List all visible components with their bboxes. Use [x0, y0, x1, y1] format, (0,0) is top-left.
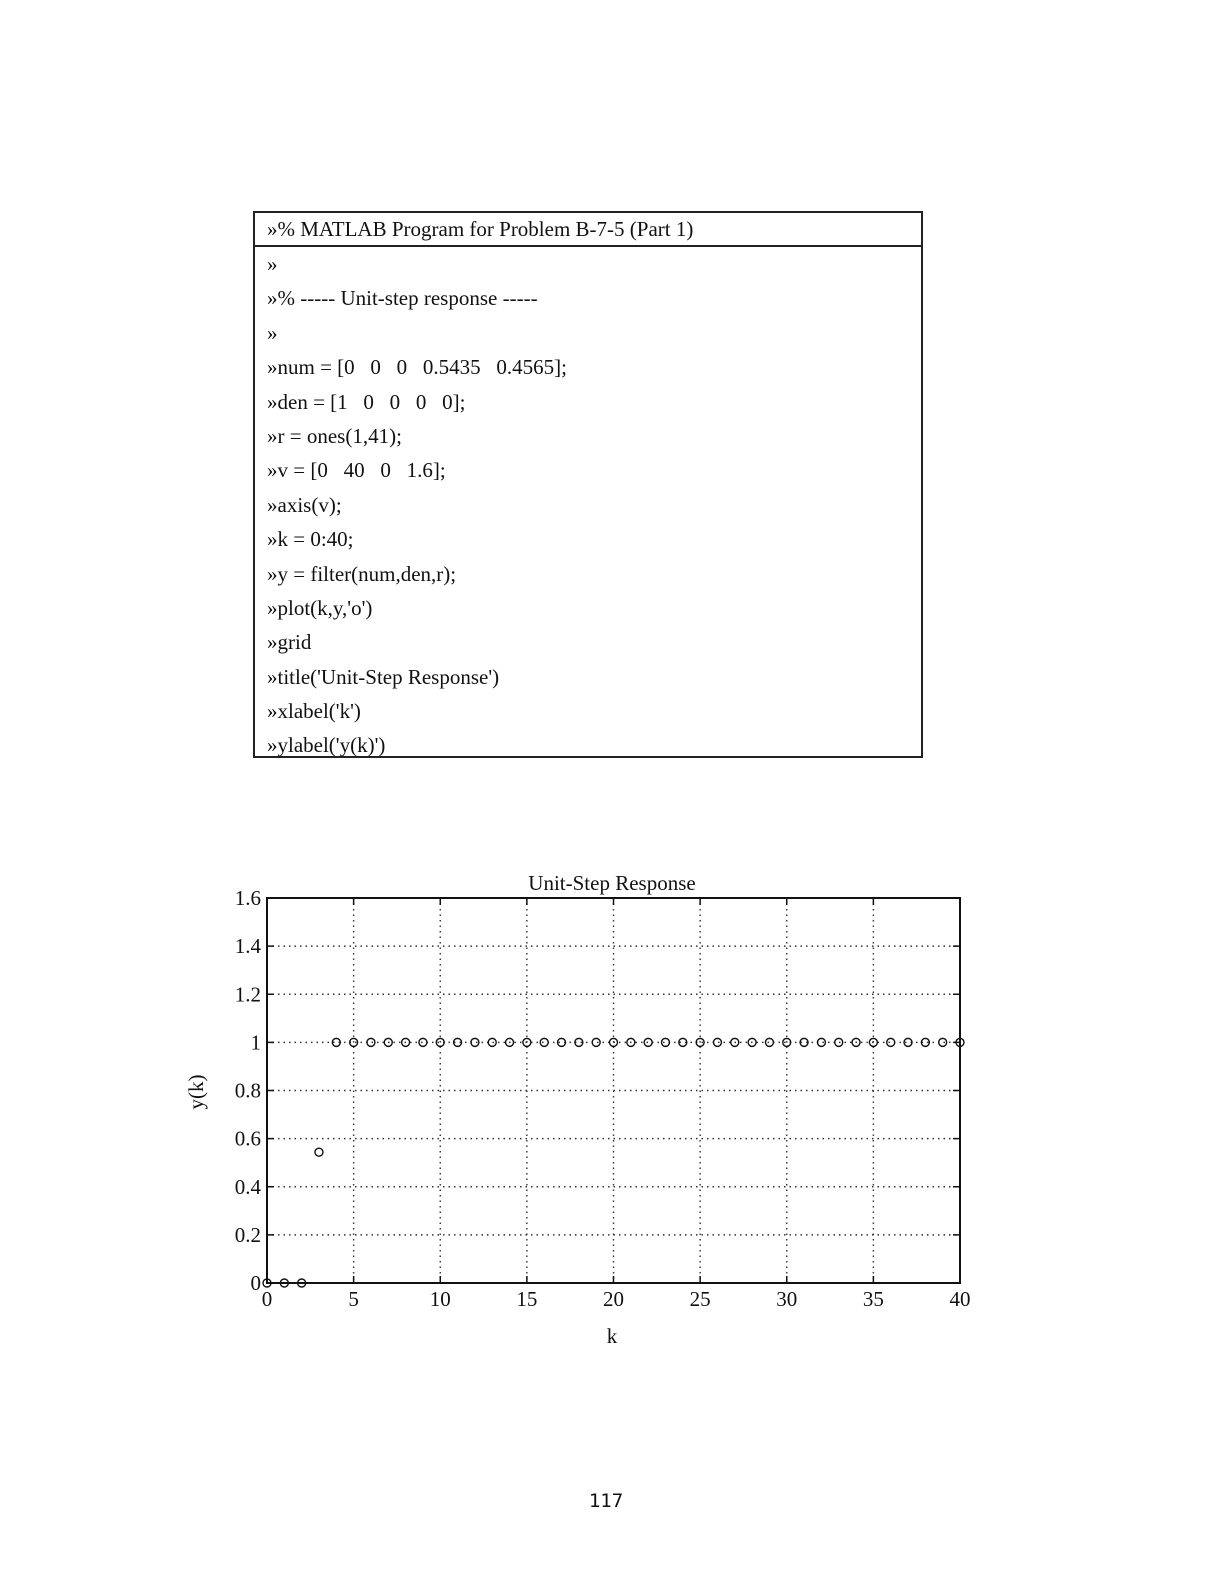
y-tick-label: 0.8: [234, 1078, 261, 1103]
y-tick-label: 1: [250, 1030, 261, 1055]
x-axis-label: k: [606, 1324, 618, 1348]
data-point: [471, 1038, 479, 1046]
code-line: »% ----- Unit-step response -----: [267, 286, 538, 311]
data-point: [661, 1038, 669, 1046]
grid-lines: [267, 898, 960, 1283]
code-line: »: [267, 320, 278, 345]
data-point: [713, 1038, 721, 1046]
code-line: »grid: [267, 630, 312, 655]
page-number: 117: [588, 1490, 624, 1512]
data-point: [367, 1038, 375, 1046]
y-tick-label: 1.6: [234, 886, 261, 910]
x-tick-label: 40: [949, 1287, 971, 1311]
code-line: »y = filter(num,den,r);: [267, 561, 457, 586]
data-point: [540, 1038, 548, 1046]
x-tick-label: 20: [603, 1287, 624, 1311]
data-point: [835, 1038, 843, 1046]
y-tick-label: 1.2: [234, 982, 261, 1007]
data-point: [315, 1148, 323, 1156]
data-point: [419, 1038, 427, 1046]
y-tick-label: 0.2: [234, 1222, 261, 1247]
data-point: [488, 1038, 496, 1046]
code-line: »plot(k,y,'o'): [267, 595, 373, 620]
data-point: [887, 1038, 895, 1046]
x-tick-label: 10: [429, 1287, 451, 1311]
x-tick-label: 0: [261, 1287, 273, 1311]
x-tick-label: 30: [776, 1287, 798, 1311]
code-line: »xlabel('k'): [267, 699, 361, 724]
x-tick-label: 15: [516, 1287, 538, 1311]
code-line: »v = [0 40 0 1.6];: [267, 458, 446, 483]
data-point: [939, 1038, 947, 1046]
y-tick-label: 1.4: [234, 934, 261, 959]
y-tick-labels: [235, 886, 262, 1295]
code-line: »num = [0 0 0 0.5435 0.4565];: [267, 355, 567, 380]
data-point: [592, 1038, 600, 1046]
code-title: »% MATLAB Program for Problem B-7-5 (Part 1): [255, 213, 921, 247]
data-point: [644, 1038, 652, 1046]
y-tick-label: 0.6: [234, 1126, 261, 1151]
code-line: »ylabel('y(k)'): [267, 733, 386, 758]
y-axis-label: y(k): [184, 1074, 208, 1110]
code-line: »: [267, 252, 278, 276]
code-line: »den = [1 0 0 0 0];: [267, 389, 466, 414]
code-line: »title('Unit-Step Response'): [267, 664, 500, 689]
code-line: »r = ones(1,41);: [267, 423, 402, 448]
x-tick-label: 5: [348, 1287, 359, 1311]
y-tick-label: 0: [250, 1271, 261, 1295]
code-line: »axis(v);: [267, 492, 342, 517]
x-tick-label: 35: [862, 1287, 884, 1311]
y-tick-label: 0.4: [234, 1174, 261, 1199]
data-point: [817, 1038, 825, 1046]
x-tick-label: 25: [689, 1287, 711, 1311]
data-point: [765, 1038, 773, 1046]
x-tick-labels: [262, 1287, 971, 1311]
code-line: »k = 0:40;: [267, 527, 354, 552]
chart-title: Unit-Step Response: [528, 871, 696, 895]
